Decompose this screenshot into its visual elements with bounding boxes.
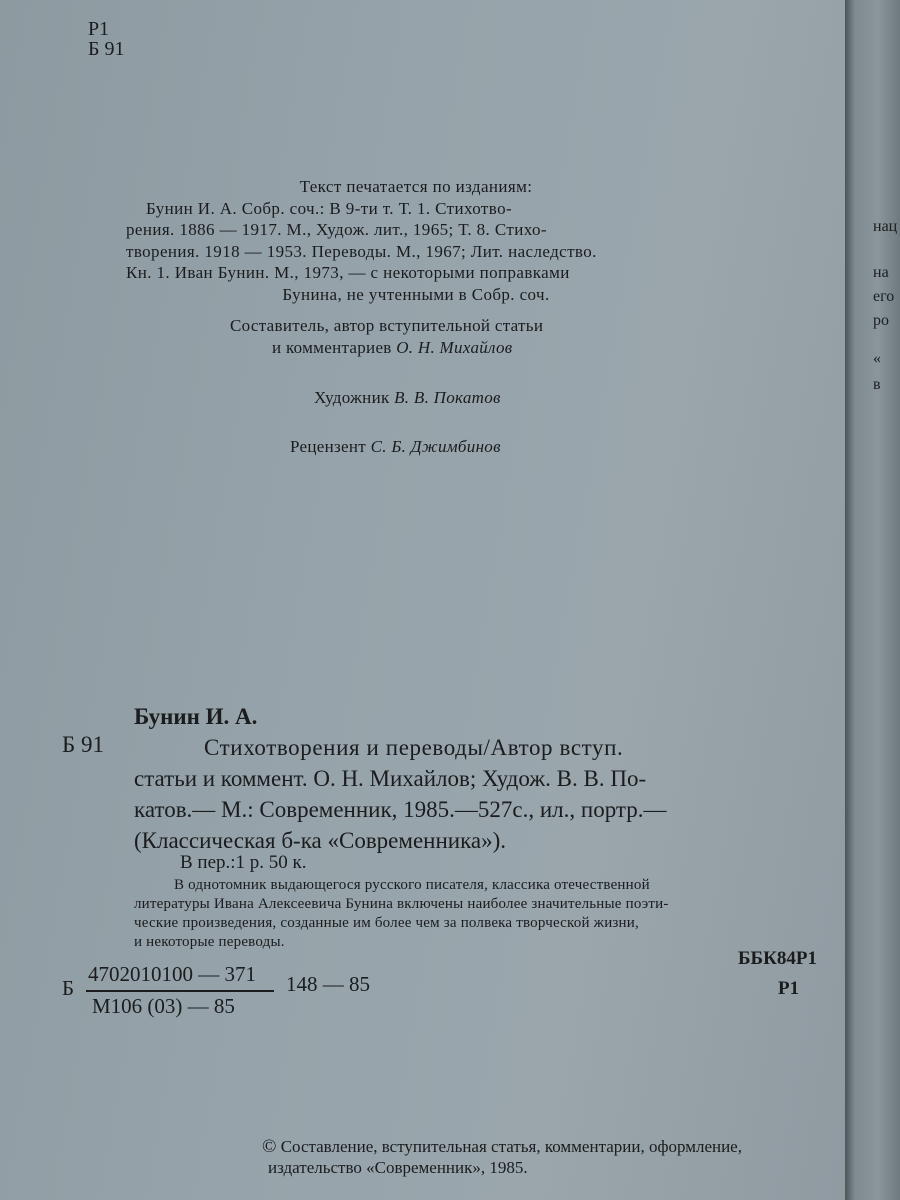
bibliographic-line: Стихотворения и переводы/Автор вступ. xyxy=(204,735,624,760)
source-note-line: Бунина, не учтенными в Собр. соч. xyxy=(282,284,550,304)
reviewer-label: Рецензент xyxy=(290,437,367,456)
bibliographic-author: Бунин И. А. xyxy=(134,704,258,729)
catalog-denominator: М106 (03) — 85 xyxy=(92,994,235,1018)
bibliographic-line: (Классическая б-ка «Современника»). xyxy=(134,828,507,853)
artist-label: Художник xyxy=(314,388,390,407)
source-note-line: Кн. 1. Иван Бунин. М., 1973, — с некоторыми поправками xyxy=(126,263,570,282)
copyright-line2: издательство «Современник», 1985. xyxy=(268,1158,528,1177)
reviewer-name: С. Б. Джимбинов xyxy=(370,437,501,456)
adjacent-page xyxy=(845,0,900,1200)
fraction-bar xyxy=(86,990,274,992)
compiler-name: О. Н. Михайлов xyxy=(396,338,513,357)
annotation-line: В однотомник выдающегося русского писателя, классика отечественной xyxy=(174,877,650,893)
source-note-line: рения. 1886 — 1917. М., Худож. лит., 1965; Т. 8. Стихо- xyxy=(126,220,547,239)
bibliographic-line: катов.— М.: Современник, 1985.—527с., ил., портр.— xyxy=(134,797,667,822)
adjacent-page-fragment: на xyxy=(873,264,889,281)
adjacent-page-fragment: его xyxy=(873,288,895,305)
bbk-short-code: Р1 xyxy=(778,978,800,999)
catalog-numerator: 4702010100 — 371 xyxy=(88,962,256,986)
adjacent-page-fragment: ро xyxy=(873,312,889,329)
adjacent-page-fragment: в xyxy=(873,376,881,393)
bibliographic-line: статьи и коммент. О. Н. Михайлов; Худож. В. В. По- xyxy=(134,766,647,791)
bibliographic-description xyxy=(134,732,804,856)
source-note-line: Бунин И. А. Собр. соч.: В 9-ти т. Т. 1. Стихотво- xyxy=(146,198,513,218)
copyright-notice xyxy=(262,1136,742,1178)
bibliographic-code: Б 91 xyxy=(62,732,104,757)
price: В пер.:1 р. 50 к. xyxy=(180,852,307,873)
artist-credit xyxy=(314,388,501,408)
author-mark: Б 91 xyxy=(88,38,125,60)
compiler-label: и комментариев xyxy=(272,338,392,357)
source-note-heading: Текст печатается по изданиям: xyxy=(299,177,533,196)
adjacent-page-fragment: нац xyxy=(873,218,898,235)
adjacent-page-fragment: « xyxy=(873,350,881,367)
compiler-credit-line1: Составитель, автор вступительной статьи xyxy=(230,316,544,335)
reviewer-credit xyxy=(290,437,501,457)
annotation-line: литературы Ивана Алексеевича Бунина включены наиболее значительные поэти- xyxy=(134,896,669,912)
annotation-line: ческие произведения, созданные им более чем за полвека творческой жизни, xyxy=(134,915,639,931)
catalog-letter: Б xyxy=(62,976,75,1000)
bbk-code: ББК84Р1 xyxy=(738,948,818,969)
copyright-line1: Составление, вступительная статья, комментарии, оформление, xyxy=(280,1137,742,1156)
catalog-order: 148 — 85 xyxy=(286,972,370,996)
compiler-credit-line2 xyxy=(272,338,512,358)
source-note-line: творения. 1918 — 1953. Переводы. М., 1967; Лит. наследство. xyxy=(126,241,597,261)
artist-name: В. В. Покатов xyxy=(394,388,501,407)
annotation xyxy=(134,876,834,952)
copyright-icon: © xyxy=(262,1136,277,1157)
source-note xyxy=(126,176,706,305)
annotation-line: и некоторые переводы. xyxy=(134,934,285,950)
classification-index: Р1 xyxy=(88,18,110,40)
